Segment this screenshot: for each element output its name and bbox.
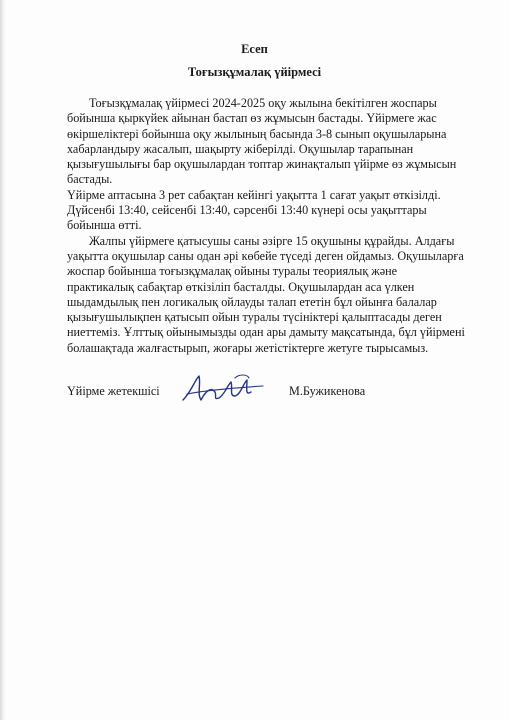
document-body [67,96,467,356]
signatory-name: М.Бужикенова [289,384,366,398]
paragraph-summary: Жалпы үйірмеге қатысушы саны әзірге 15 оқушыны құрайды. Алдағы уақытта оқушылар саны одан әрі көбейе түседі деген ойдамыз. Оқушыларға жоспар бойынша тоғызқұмалақ ойыны туралы теориялық және практикалық сабақтар өткізіліп басталды. Оқушылардан аса үлкен шыдамдылық пен логикалық ойлауды талап ететін бұл ойынға балалар қызығушылықпен қатысып ойын туралы түсініктері қалыптасады деген ниеттеміз. Ұлттық ойынымызды одан ары дамыту мақсатында, бұл үйірмені болашақтада жалғастырып, жоғары жетістіктерге жетуге тырысамыз. [67,233,465,355]
document-subtitle: Тоғызқұмалақ үйірмесі [187,65,322,79]
handwritten-signature [177,370,287,410]
document-title: Есеп [241,42,268,56]
paragraph-intro: Тоғызқұмалақ үйірмесі 2024-2025 оқу жылына бекітілген жоспары бойынша қыркүйек айынан бастап өз жұмысын бастады. Үйірмеге жас өкіршеліктері бойынша оқу жылының басында 3-8 сынып оқушыларына хабарландыру жасалып, шақырту жіберілді. Оқушылар тарапынан қызығушылығы бар оқушылардан топтар жинақталып үйірме өз жұмысын бастады. [67,96,457,187]
signature-label: Үйірме жетекшісі [67,384,160,398]
scan-edge-shadow [0,0,6,720]
signature-row [67,376,447,416]
paragraph-schedule: Үйірме аптасына 3 рет сабақтан кейінгі уақытта 1 сағат уақыт өткізілді. Дүйсенбі 13:40, сейсенбі 13:40, сәрсенбі 13:40 күнері осы уақыттары бойынша өтті. [67,187,441,233]
